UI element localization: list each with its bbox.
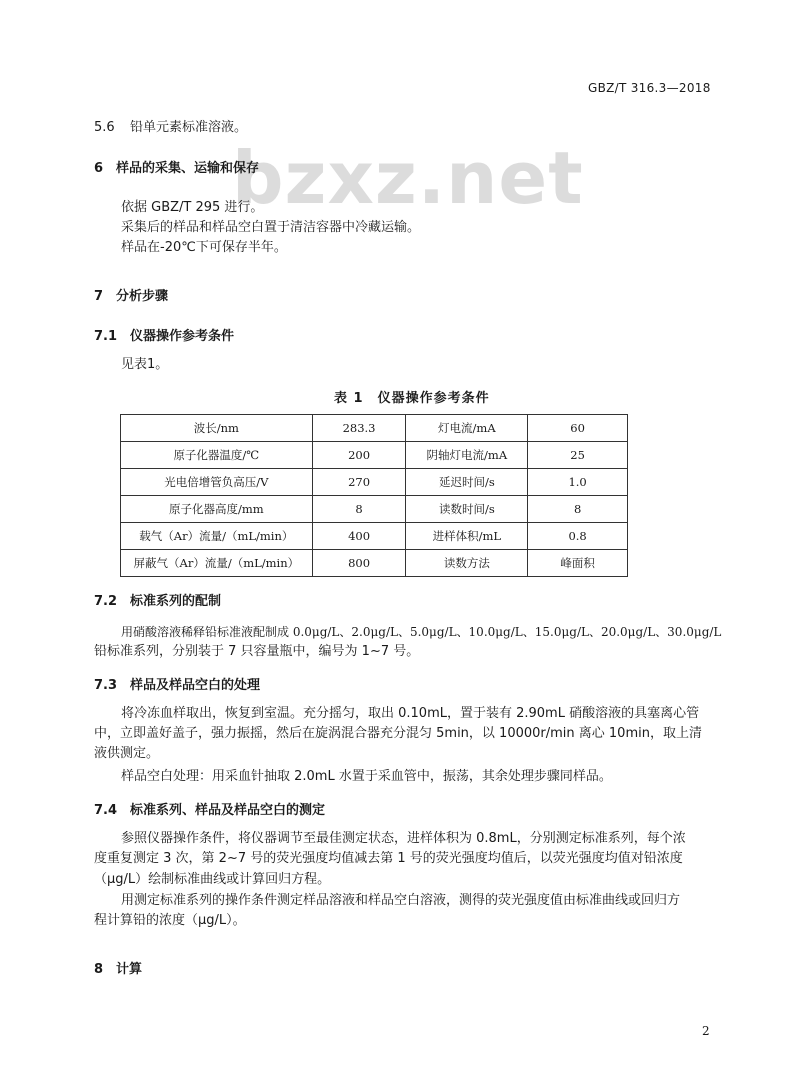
table-cell-value: 8 (528, 496, 628, 523)
table-cell-parameter: 灯电流/mA (406, 415, 528, 442)
table-row (121, 523, 628, 550)
section-title: 计算 (116, 962, 143, 977)
paragraph: 中，立即盖好盖子，强力振摇，然后在旋涡混合器充分混匀 5min，以 10000r/min 离心 10min，取上清 (94, 726, 702, 741)
table-cell-value: 峰面积 (528, 550, 628, 577)
table-cell-parameter: 光电倍增管负高压/V (121, 469, 313, 496)
section-number: 7 (94, 289, 104, 304)
table-cell-value: 8 (312, 496, 406, 523)
paragraph: 度重复测定 3 次，第 2~7 号的荧光强度均值减去第 1 号的荧光强度均值后，以荧光强度均值对铅浓度 (94, 851, 683, 866)
table-cell-parameter: 原子化器高度/mm (121, 496, 313, 523)
section-number: 8 (94, 962, 104, 977)
paragraph: 采集后的样品和样品空白置于清洁容器中冷藏运输。 (121, 220, 421, 235)
instrument-conditions-table (120, 414, 628, 577)
table-cell-value: 1.0 (528, 469, 628, 496)
clause-title: 仪器操作参考条件 (130, 329, 235, 344)
paragraph: 用硝酸溶液稀释铅标准液配制成 0.0μg/L、2.0μg/L、5.0μg/L、10.0μg/L、15.0μg/L、20.0μg/L、30.0μg/L (121, 625, 722, 639)
table-cell-parameter: 阴轴灯电流/mA (406, 442, 528, 469)
paragraph: 将冷冻血样取出，恢复到室温。充分摇匀，取出 0.10mL，置于装有 2.90mL 硝酸溶液的具塞离心管 (121, 706, 700, 721)
section-7-heading (94, 285, 168, 304)
table-caption: 表 1 仪器操作参考条件 (334, 391, 490, 406)
table-row (121, 550, 628, 577)
clause-number: 7.1 (94, 329, 118, 344)
table-cell-parameter: 读数方法 (406, 550, 528, 577)
clause-number: 5.6 (94, 120, 115, 135)
paragraph: 见表1。 (121, 357, 169, 372)
table-cell-parameter: 进样体积/mL (406, 523, 528, 550)
paragraph: 液供测定。 (94, 746, 160, 761)
clause-number: 7.3 (94, 678, 118, 693)
clause-7-1-heading (94, 325, 234, 344)
clause-title: 标准系列、样品及样品空白的测定 (130, 803, 326, 818)
clause-7-4-heading (94, 799, 325, 818)
clause-title: 标准系列的配制 (130, 594, 222, 609)
clause-number: 7.4 (94, 803, 118, 818)
table-cell-parameter: 屏蔽气（Ar）流量/（mL/min） (121, 550, 313, 577)
clause-number: 7.2 (94, 594, 118, 609)
table-cell-value: 0.8 (528, 523, 628, 550)
table-cell-value: 400 (312, 523, 406, 550)
table-row (121, 496, 628, 523)
table-cell-parameter: 载气（Ar）流量/（mL/min） (121, 523, 313, 550)
clause-5-6 (94, 116, 247, 135)
paragraph: 铅标准系列，分别装于 7 只容量瓶中，编号为 1~7 号。 (94, 644, 420, 659)
table-cell-value: 270 (312, 469, 406, 496)
section-number: 6 (94, 161, 104, 176)
table-cell-value: 283.3 (312, 415, 406, 442)
table-cell-parameter: 延迟时间/s (406, 469, 528, 496)
table-cell-parameter: 波长/nm (121, 415, 313, 442)
clause-text: 铅单元素标准溶液。 (130, 120, 248, 135)
table-cell-value: 200 (312, 442, 406, 469)
paragraph: 参照仪器操作条件，将仪器调节至最佳测定状态，进样体积为 0.8mL，分别测定标准系列，每个浓 (121, 831, 686, 846)
section-title: 样品的采集、运输和保存 (116, 161, 260, 176)
paragraph: 程计算铅的浓度（μg/L）。 (94, 913, 246, 928)
table-cell-value: 800 (312, 550, 406, 577)
section-title: 分析步骤 (116, 289, 169, 304)
table-row (121, 442, 628, 469)
page-number: 2 (702, 1024, 710, 1038)
table-cell-value: 25 (528, 442, 628, 469)
paragraph: 样品空白处理：用采血针抽取 2.0mL 水置于采血管中，振荡，其余处理步骤同样品。 (121, 769, 612, 784)
table-cell-parameter: 原子化器温度/℃ (121, 442, 313, 469)
section-8-heading (94, 958, 142, 977)
clause-7-2-heading (94, 590, 221, 609)
watermark: bzxz.net (232, 136, 584, 220)
section-6-heading (94, 157, 259, 176)
table-cell-parameter: 读数时间/s (406, 496, 528, 523)
paragraph: 用测定标准系列的操作条件测定样品溶液和样品空白溶液，测得的荧光强度值由标准曲线或回归方 (121, 893, 681, 908)
table-row (121, 469, 628, 496)
paragraph: 依据 GBZ/T 295 进行。 (121, 200, 264, 215)
clause-title: 样品及样品空白的处理 (130, 678, 261, 693)
table-row (121, 415, 628, 442)
paragraph: 样品在-20℃下可保存半年。 (121, 240, 287, 255)
clause-7-3-heading (94, 674, 260, 693)
paragraph: （μg/L）绘制标准曲线或计算回归方程。 (94, 872, 331, 887)
table-cell-value: 60 (528, 415, 628, 442)
standard-number: GBZ/T 316.3—2018 (588, 81, 711, 95)
